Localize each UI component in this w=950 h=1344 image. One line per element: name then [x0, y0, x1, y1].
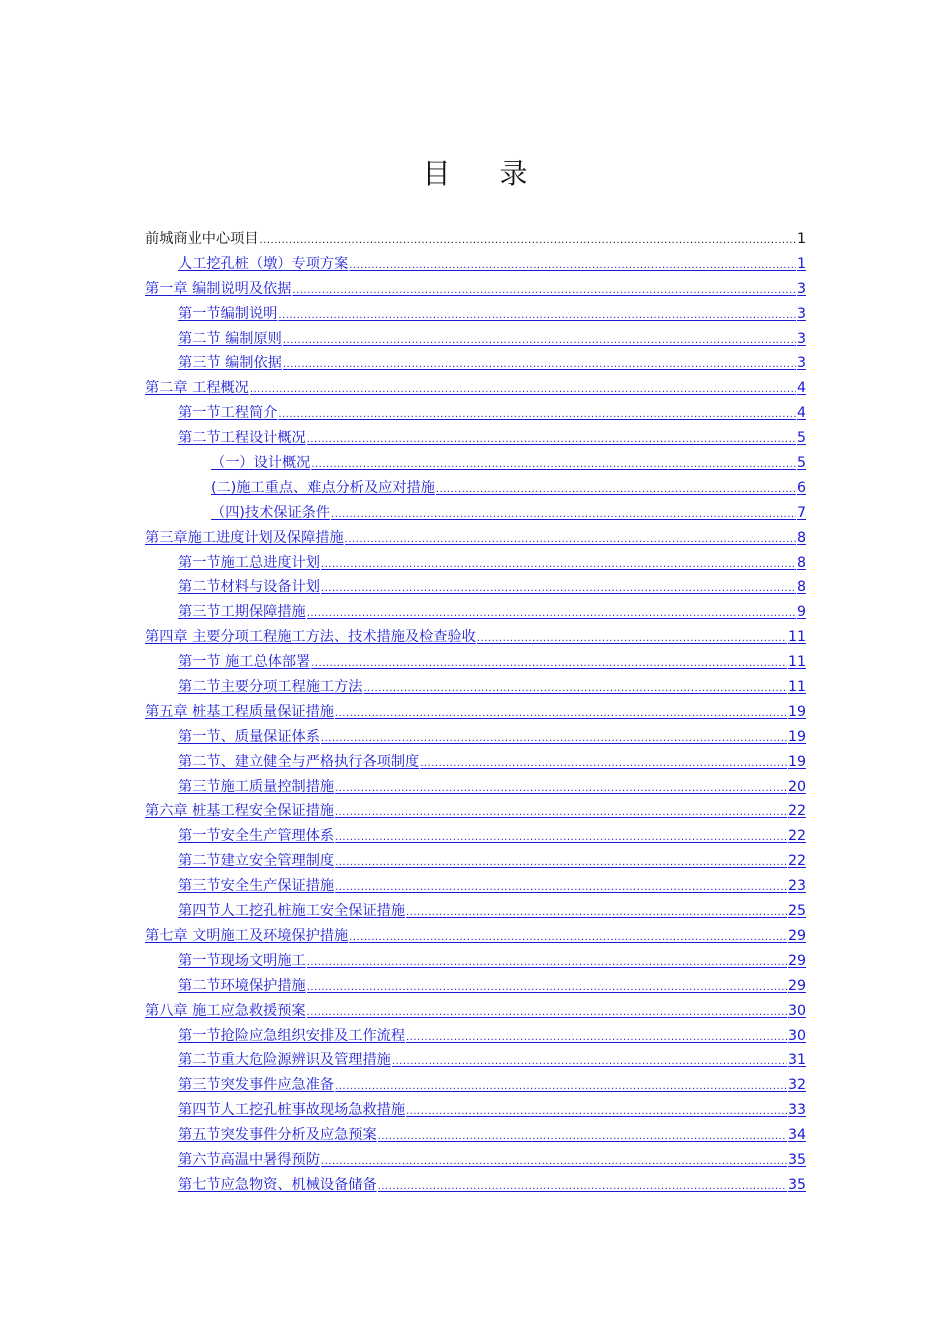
toc-entry-page: 11 [787, 654, 806, 671]
toc-entry[interactable] [145, 551, 806, 576]
toc-entry[interactable] [145, 625, 806, 650]
toc-entry[interactable] [145, 426, 806, 451]
toc-entry-title: 第一章 编制说明及依据 [145, 280, 292, 297]
toc-entry-page: 11 [787, 679, 806, 696]
toc-entry[interactable] [145, 376, 806, 401]
toc-entry[interactable] [145, 501, 806, 526]
toc-entry[interactable] [145, 575, 806, 600]
toc-leader-dots [307, 951, 787, 976]
toc-leader-dots [436, 478, 796, 503]
toc-entry-title: 第三节 编制依据 [178, 355, 282, 372]
toc-entry-title: 第六章 桩基工程安全保证措施 [145, 803, 334, 820]
toc-entry-title: 第二节材料与设备计划 [178, 579, 320, 596]
toc-entry-page: 8 [796, 554, 806, 571]
toc-entry-page: 5 [796, 430, 806, 447]
toc-entry-title: 第三节施工质量控制措施 [178, 778, 335, 795]
toc-entry-page: 3 [796, 305, 806, 322]
toc-entry-page: 30 [787, 1027, 806, 1044]
toc-entry[interactable] [145, 1024, 806, 1049]
toc-entry-page: 22 [787, 828, 806, 845]
toc-entry-page: 6 [796, 479, 806, 496]
toc-entry-title: 前城商业中心项目 [145, 231, 259, 247]
toc-entry-title: 第七节应急物资、机械设备储备 [178, 1176, 377, 1193]
toc-entry-page: 3 [796, 330, 806, 347]
toc-leader-dots [250, 378, 796, 403]
toc-entry[interactable] [145, 924, 806, 949]
toc-entry-page: 29 [787, 952, 806, 969]
toc-entry[interactable] [145, 949, 806, 974]
toc-entry-title: 第六节高温中暑得预防 [178, 1151, 320, 1168]
toc-leader-dots [349, 254, 796, 279]
toc-leader-dots [307, 602, 796, 627]
toc-entry-page: 1 [796, 231, 806, 247]
toc-entry-page: 34 [787, 1127, 806, 1144]
toc-entry-title: 第一节工程简介 [178, 405, 278, 422]
toc-entry-title: 第三节突发事件应急准备 [178, 1077, 335, 1094]
toc-entry-title: 人工挖孔桩（墩）专项方案 [178, 255, 349, 272]
toc-entry[interactable] [145, 252, 806, 277]
toc-entry-page: 35 [787, 1176, 806, 1193]
toc-entry-title: 第七章 文明施工及环境保护措施 [145, 927, 349, 944]
toc-entry[interactable] [145, 824, 806, 849]
toc-entry[interactable] [145, 874, 806, 899]
toc-leader-dots [321, 1150, 787, 1175]
toc-leader-dots [378, 1125, 787, 1150]
toc-leader-dots [283, 329, 796, 354]
toc-entry-page: 30 [787, 1002, 806, 1019]
toc-leader-dots [335, 702, 787, 727]
toc-entry-title: 第五章 桩基工程质量保证措施 [145, 703, 334, 720]
toc-entry-title: 第一节、质量保证体系 [178, 728, 320, 745]
toc-leader-dots [378, 1175, 787, 1200]
toc-entry[interactable] [145, 775, 806, 800]
toc-entry[interactable] [145, 476, 806, 501]
toc-entry-page: 11 [787, 629, 806, 646]
toc-leader-dots [477, 627, 787, 652]
toc-entry[interactable] [145, 725, 806, 750]
toc-entry-title: 第一节施工总进度计划 [178, 554, 320, 571]
toc-entry-title: （四)技术保证条件 [211, 504, 331, 521]
toc-leader-dots [392, 1050, 787, 1075]
toc-entry[interactable] [145, 675, 806, 700]
toc-leader-dots [311, 652, 787, 677]
toc-entry-page: 4 [796, 380, 806, 397]
toc-entry[interactable] [145, 302, 806, 327]
toc-entry-page: 4 [796, 405, 806, 422]
toc-entry[interactable] [145, 1148, 806, 1173]
toc-leader-dots [283, 353, 796, 378]
toc-entry-title: 第二节工程设计概况 [178, 430, 306, 447]
toc-leader-dots [349, 926, 787, 951]
toc-leader-dots [335, 1075, 787, 1100]
toc-entry[interactable] [145, 277, 806, 302]
toc-entry-title: （一）设计概况 [211, 455, 311, 472]
toc-leader-dots [321, 553, 796, 578]
page-title: 目 录 [422, 157, 548, 190]
toc-leader-dots [335, 777, 787, 802]
toc-entry-page: 23 [787, 878, 806, 895]
toc-leader-dots [335, 826, 787, 851]
toc-entry-title: 第一节抢险应急组织安排及工作流程 [178, 1027, 406, 1044]
toc-entry[interactable] [145, 451, 806, 476]
toc-entry-page: 7 [796, 504, 806, 521]
toc-entry-page: 20 [787, 778, 806, 795]
toc-entry-page: 29 [787, 977, 806, 994]
toc-entry-page: 19 [787, 753, 806, 770]
table-of-contents [145, 227, 806, 1198]
toc-entry-page: 8 [796, 579, 806, 596]
toc-entry-title: 第二章 工程概况 [145, 380, 249, 397]
toc-leader-dots [345, 528, 796, 553]
toc-entry-page: 9 [796, 604, 806, 621]
toc-entry-page: 32 [787, 1077, 806, 1094]
toc-leader-dots [278, 403, 796, 428]
toc-entry[interactable] [145, 650, 806, 675]
toc-leader-dots [406, 901, 787, 926]
toc-entry-page: 8 [796, 529, 806, 546]
toc-leader-dots [307, 1001, 787, 1026]
toc-entry[interactable] [145, 1048, 806, 1073]
toc-entry-page: 25 [787, 903, 806, 920]
toc-leader-dots [406, 1100, 787, 1125]
toc-leader-dots [260, 229, 796, 254]
toc-leader-dots [335, 876, 787, 901]
toc-entry-page: 29 [787, 927, 806, 944]
toc-entry[interactable] [145, 899, 806, 924]
toc-entry[interactable] [145, 700, 806, 725]
toc-entry-title: 第二节、建立健全与严格执行各项制度 [178, 753, 420, 770]
toc-entry[interactable] [145, 526, 806, 551]
toc-entry-page: 3 [796, 355, 806, 372]
toc-entry-title: 第一节现场文明施工 [178, 952, 306, 969]
toc-entry[interactable] [145, 327, 806, 352]
toc-entry-title: (二)施工重点、难点分析及应对措施 [211, 479, 435, 496]
toc-entry-title: 第四章 主要分项工程施工方法、技术措施及检查验收 [145, 629, 476, 646]
toc-entry-title: 第一节 施工总体部署 [178, 654, 311, 671]
toc-entry-title: 第二节重大危险源辨识及管理措施 [178, 1052, 391, 1069]
toc-entry[interactable] [145, 1098, 806, 1123]
toc-entry-title: 第四节人工挖孔桩事故现场急救措施 [178, 1102, 406, 1119]
toc-leader-dots [406, 1026, 787, 1051]
toc-entry-title: 第一节安全生产管理体系 [178, 828, 335, 845]
toc-entry-page: 19 [787, 703, 806, 720]
toc-leader-dots [321, 577, 796, 602]
toc-leader-dots [278, 304, 796, 329]
toc-entry-title: 第五节突发事件分析及应急预案 [178, 1127, 377, 1144]
toc-entry-page: 3 [796, 280, 806, 297]
toc-entry-page: 35 [787, 1151, 806, 1168]
toc-entry[interactable] [145, 1123, 806, 1148]
toc-leader-dots [331, 503, 796, 528]
toc-leader-dots [307, 976, 787, 1001]
toc-entry-page: 19 [787, 728, 806, 745]
toc-entry-title: 第二节主要分项工程施工方法 [178, 679, 363, 696]
toc-entry-title: 第三节安全生产保证措施 [178, 878, 335, 895]
toc-entry-title: 第二节环境保护措施 [178, 977, 306, 994]
toc-entry[interactable] [145, 401, 806, 426]
toc-entry-title: 第二节建立安全管理制度 [178, 853, 335, 870]
toc-leader-dots [307, 428, 796, 453]
toc-entry-page: 22 [787, 853, 806, 870]
toc-leader-dots [335, 851, 787, 876]
toc-entry-page: 1 [796, 255, 806, 272]
toc-leader-dots [420, 752, 787, 777]
toc-entry-title: 第四节人工挖孔桩施工安全保证措施 [178, 903, 406, 920]
toc-entry-page: 31 [787, 1052, 806, 1069]
toc-entry[interactable] [145, 750, 806, 775]
toc-entry[interactable] [145, 1173, 806, 1198]
toc-entry-title: 第八章 施工应急救援预案 [145, 1002, 306, 1019]
toc-entry[interactable] [145, 351, 806, 376]
toc-leader-dots [321, 727, 787, 752]
toc-entry[interactable] [145, 799, 806, 824]
toc-entry [145, 227, 806, 252]
toc-entry[interactable] [145, 974, 806, 999]
toc-entry-title: 第二节 编制原则 [178, 330, 282, 347]
toc-leader-dots [363, 677, 786, 702]
toc-leader-dots [311, 453, 796, 478]
toc-entry[interactable] [145, 1073, 806, 1098]
toc-entry-page: 5 [796, 455, 806, 472]
toc-leader-dots [335, 801, 787, 826]
toc-entry-title: 第三节工期保障措施 [178, 604, 306, 621]
toc-leader-dots [292, 279, 796, 304]
toc-entry-title: 第三章施工进度计划及保障措施 [145, 529, 344, 546]
toc-entry-page: 22 [787, 803, 806, 820]
toc-entry[interactable] [145, 600, 806, 625]
toc-entry[interactable] [145, 999, 806, 1024]
toc-entry[interactable] [145, 849, 806, 874]
toc-entry-title: 第一节编制说明 [178, 305, 278, 322]
toc-entry-page: 33 [787, 1102, 806, 1119]
